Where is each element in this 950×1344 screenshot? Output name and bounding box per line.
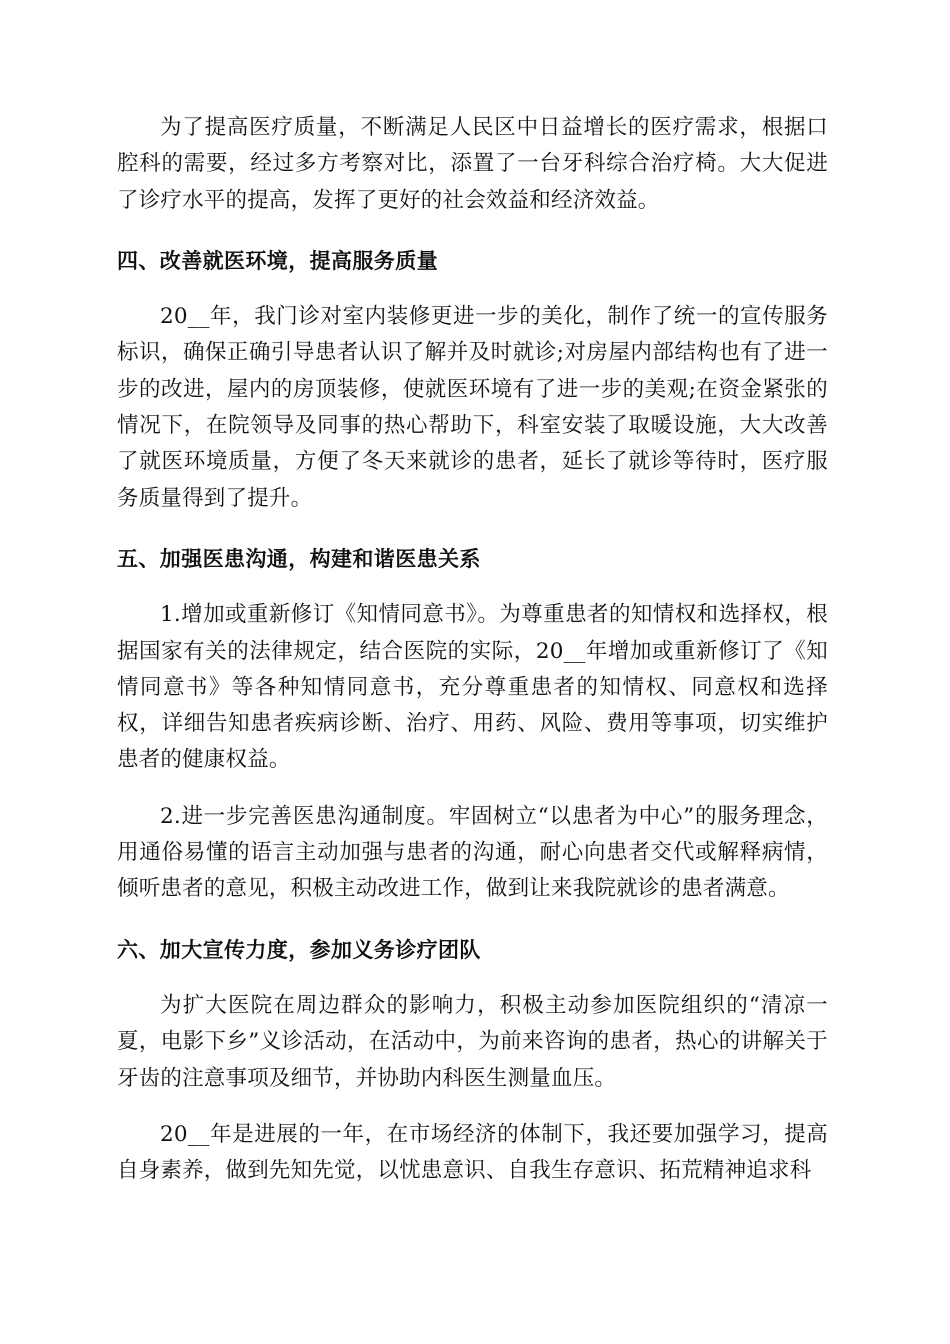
paragraph-environment: 20__年，我门诊对室内装修更进一步的美化，制作了统一的宣传服务标识，确保正确引导患者认识了解并及时就诊;对房屋内部结构也有了进一步的改进，屋内的房顶装修，使就医环境有了进一步的美观;在资金紧张的情况下，在院领导及同事的热心帮助下，科室安装了取暖设施，大大改善了就医环境质量，方便了冬天来就诊的患者，延长了就诊等待时，医疗服务质量得到了提升。 <box>117 304 828 511</box>
section-heading-communication: 五、加强医患沟通，构建和谐医患关系 <box>117 546 481 571</box>
section-heading-environment: 四、改善就医环境，提高服务质量 <box>117 248 438 273</box>
paragraph-equipment: 为了提高医疗质量，不断满足人民区中日益增长的医疗需求，根据口腔科的需要，经过多方考察对比，添置了一台牙科综合治疗椅。大大促进了诊疗水平的提高，发挥了更好的社会效益和经济效益。 <box>117 115 828 213</box>
paragraph-communication-system: 2.进一步完善医患沟通制度。牢固树立“以患者为中心”的服务理念，用通俗易懂的语言主动加强与患者的沟通，耐心向患者交代或解释病情，倾听患者的意见，积极主动改进工作，做到让来我院就诊的患者满意。 <box>117 803 828 902</box>
paragraph-free-clinic: 为扩大医院在周边群众的影响力，积极主动参加医院组织的“清凉一夏，电影下乡”义诊活动，在活动中，为前来咨询的患者，热心的讲解关于牙齿的注意事项及细节，并协助内科医生测量血压。 <box>117 992 828 1091</box>
paragraph-outlook: 20__年是进展的一年，在市场经济的体制下，我还要加强学习，提高自身素养，做到先知先觉，以忧患意识、自我生存意识、拓荒精神追求科 <box>117 1121 828 1184</box>
paragraph-consent-forms: 1.增加或重新修订《知情同意书》。为尊重患者的知情权和选择权，根据国家有关的法律规定，结合医院的实际，20__年增加或重新修订了《知情同意书》等各种知情同意书，充分尊重患者的知情权、同意权和选择权，详细告知患者疾病诊断、治疗、用药、风险、费用等事项，切实维护患者的健康权益。 <box>117 602 828 773</box>
section-heading-publicity: 六、加大宣传力度，参加义务诊疗团队 <box>117 937 481 962</box>
